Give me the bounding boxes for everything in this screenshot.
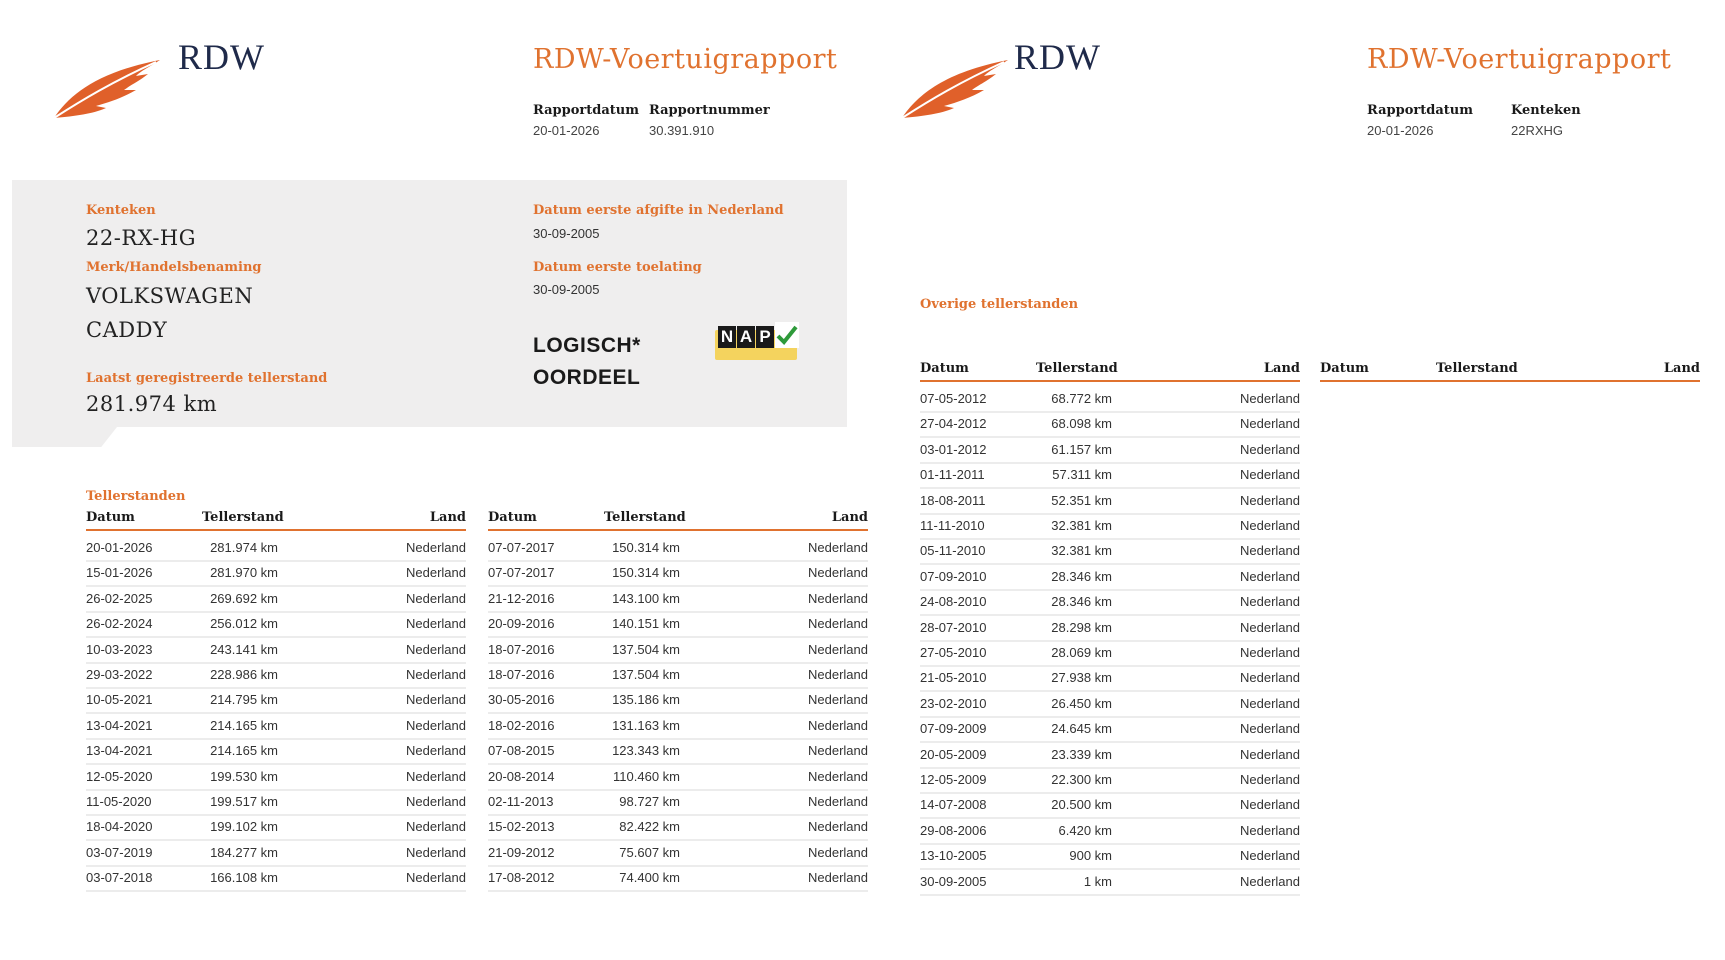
cell-tellerstand: 214.165 km [210, 743, 278, 759]
verdict-line-1: LOGISCH* [533, 334, 641, 357]
panel-tail-decoration [12, 427, 117, 447]
toelating-label: Datum eerste toelating [533, 260, 702, 275]
column-header-land: Land [1263, 361, 1300, 376]
cell-datum: 03-01-2012 [920, 441, 987, 457]
cell-tellerstand: 123.343 km [612, 743, 680, 759]
table-row [86, 814, 466, 841]
table-row [920, 792, 1300, 819]
table-row [920, 716, 1300, 743]
cell-tellerstand: 28.346 km [1051, 568, 1112, 584]
cell-land: Nederland [808, 540, 868, 555]
cell-land: Nederland [1240, 848, 1300, 864]
table-row [488, 637, 868, 664]
cell-tellerstand: 68.098 km [1051, 416, 1112, 432]
table-row [920, 767, 1300, 794]
cell-land: Nederland [1240, 695, 1300, 711]
cell-tellerstand: 150.314 km [612, 565, 680, 581]
cell-datum: 28-07-2010 [920, 619, 987, 635]
table-row [86, 560, 466, 587]
cell-datum: 20-05-2009 [920, 746, 987, 762]
table-row [86, 865, 466, 892]
cell-tellerstand: 61.157 km [1051, 441, 1112, 457]
table-row [488, 662, 868, 689]
cell-land: Nederland [1240, 543, 1300, 559]
cell-land: Nederland [1240, 721, 1300, 737]
cell-datum: 12-05-2009 [920, 772, 987, 787]
cell-land: Nederland [406, 717, 466, 733]
header-underline [920, 380, 1300, 382]
cell-tellerstand: 74.400 km [619, 870, 680, 886]
table-row [920, 818, 1300, 845]
cell-land: Nederland [406, 794, 466, 809]
cell-tellerstand: 137.504 km [612, 667, 680, 682]
cell-datum: 18-07-2016 [488, 667, 555, 682]
afgifte-label: Datum eerste afgifte in Nederland [533, 203, 784, 218]
table-row [86, 535, 466, 562]
cell-land: Nederland [406, 692, 466, 708]
cell-tellerstand: 281.970 km [210, 565, 278, 581]
cell-land: Nederland [808, 870, 868, 886]
meta-value-rapportnummer: 30.391.910 [649, 123, 715, 138]
table-row [86, 637, 466, 664]
checkmark-icon [775, 322, 799, 348]
table-row [488, 789, 868, 816]
cell-land: Nederland [1240, 416, 1300, 432]
nap-letter-a: A [737, 326, 755, 348]
cell-datum: 21-05-2010 [920, 670, 987, 686]
cell-land: Nederland [1240, 568, 1300, 584]
meta-label-rapportnummer: Rapportnummer [649, 103, 770, 118]
cell-datum: 07-05-2012 [920, 391, 987, 406]
cell-land: Nederland [1240, 873, 1300, 889]
cell-tellerstand: 57.311 km [1052, 467, 1112, 483]
table-row [920, 411, 1300, 438]
meta-value-kenteken: 22RXHG [1511, 123, 1564, 138]
table-row [488, 687, 868, 714]
cell-land: Nederland [808, 667, 868, 682]
cell-datum: 01-11-2011 [920, 467, 985, 483]
cell-tellerstand: 68.772 km [1051, 391, 1112, 406]
rdw-logo-text: RDW [1014, 37, 1101, 77]
table-row [86, 764, 466, 791]
cell-datum: 03-07-2018 [86, 870, 153, 886]
cell-land: Nederland [808, 641, 868, 657]
tellerstanden-title: Tellerstanden [86, 489, 186, 504]
cell-tellerstand: 28.069 km [1051, 645, 1112, 660]
cell-datum: 21-09-2012 [488, 844, 555, 860]
rdw-feather-logo-icon [900, 52, 1012, 122]
cell-tellerstand: 269.692 km [210, 590, 278, 606]
column-header-land: Land [831, 510, 868, 525]
column-header-tellerstand: Tellerstand [202, 510, 284, 525]
cell-datum: 30-09-2005 [920, 873, 987, 889]
table-row [488, 814, 868, 841]
cell-datum: 18-08-2011 [920, 492, 986, 508]
cell-datum: 13-10-2005 [920, 848, 987, 864]
cell-tellerstand: 214.165 km [210, 717, 278, 733]
cell-tellerstand: 82.422 km [619, 819, 680, 835]
cell-datum: 07-08-2015 [488, 743, 555, 759]
cell-tellerstand: 900 km [1069, 848, 1112, 864]
cell-datum: 07-09-2009 [920, 721, 987, 737]
report-title: RDW-Voertuigrapport [1367, 44, 1672, 75]
table-row [920, 488, 1300, 515]
cell-tellerstand: 281.974 km [210, 540, 278, 555]
cell-datum: 14-07-2008 [920, 797, 987, 813]
column-header-datum: Datum [488, 510, 537, 525]
report-title: RDW-Voertuigrapport [533, 44, 838, 75]
cell-tellerstand: 140.151 km [612, 616, 680, 632]
cell-datum: 26-02-2025 [86, 590, 153, 606]
cell-tellerstand: 98.727 km [619, 794, 680, 809]
cell-datum: 27-05-2010 [920, 645, 987, 660]
cell-land: Nederland [406, 819, 466, 835]
column-header-tellerstand: Tellerstand [604, 510, 686, 525]
meta-value-rapportdatum: 20-01-2026 [533, 123, 600, 138]
handelsbenaming-value: CADDY [86, 318, 168, 342]
rdw-logo-text: RDW [178, 37, 265, 77]
cell-land: Nederland [406, 844, 466, 860]
cell-tellerstand: 20.500 km [1051, 797, 1112, 813]
column-header-land: Land [429, 510, 466, 525]
table-row [920, 437, 1300, 464]
nap-letter-p: P [756, 326, 774, 348]
table-row [488, 560, 868, 587]
cell-tellerstand: 28.298 km [1051, 619, 1112, 635]
table-row [920, 742, 1300, 769]
cell-datum: 24-08-2010 [920, 594, 987, 610]
cell-land: Nederland [1240, 797, 1300, 813]
cell-datum: 30-05-2016 [488, 692, 555, 708]
table-row [488, 764, 868, 791]
kenteken-value: 22-RX-HG [86, 226, 197, 250]
cell-land: Nederland [1240, 619, 1300, 635]
column-header-datum: Datum [1320, 361, 1369, 376]
cell-datum: 29-08-2006 [920, 822, 987, 838]
cell-tellerstand: 32.381 km [1051, 518, 1112, 533]
column-header-land: Land [1663, 361, 1700, 376]
cell-tellerstand: 243.141 km [210, 641, 278, 657]
table-row [920, 665, 1300, 692]
cell-tellerstand: 184.277 km [210, 844, 278, 860]
table-row [920, 386, 1300, 413]
meta-label-rapportdatum: Rapportdatum [533, 103, 639, 118]
cell-land: Nederland [406, 641, 466, 657]
cell-land: Nederland [1240, 772, 1300, 787]
cell-land: Nederland [1240, 594, 1300, 610]
table-row [920, 462, 1300, 489]
cell-datum: 12-05-2020 [86, 768, 153, 784]
cell-datum: 23-02-2010 [920, 695, 987, 711]
cell-datum: 02-11-2013 [488, 794, 554, 809]
cell-land: Nederland [406, 565, 466, 581]
cell-datum: 21-12-2016 [488, 590, 555, 606]
cell-tellerstand: 228.986 km [210, 667, 278, 682]
cell-datum: 18-04-2020 [86, 819, 153, 835]
table-row [920, 513, 1300, 540]
table-row [488, 865, 868, 892]
merk-value: VOLKSWAGEN [86, 284, 254, 308]
toelating-value: 30-09-2005 [533, 282, 600, 297]
overige-tellerstanden-title: Overige tellerstanden [920, 297, 1079, 312]
table-row [920, 538, 1300, 565]
cell-datum: 29-03-2022 [86, 667, 153, 682]
cell-land: Nederland [808, 692, 868, 708]
cell-datum: 10-03-2023 [86, 641, 153, 657]
cell-datum: 10-05-2021 [86, 692, 153, 708]
cell-tellerstand: 214.795 km [210, 692, 278, 708]
meta-value-rapportdatum: 20-01-2026 [1367, 123, 1434, 138]
table-row [920, 564, 1300, 591]
cell-land: Nederland [808, 590, 868, 606]
cell-land: Nederland [808, 616, 868, 632]
cell-datum: 18-07-2016 [488, 641, 555, 657]
cell-land: Nederland [1240, 492, 1300, 508]
meta-label-kenteken: Kenteken [1511, 103, 1581, 118]
cell-datum: 07-09-2010 [920, 568, 987, 584]
cell-land: Nederland [406, 667, 466, 682]
cell-tellerstand: 199.102 km [210, 819, 278, 835]
cell-tellerstand: 6.420 km [1058, 822, 1112, 838]
cell-tellerstand: 75.607 km [619, 844, 680, 860]
table-row [488, 535, 868, 562]
merk-label: Merk/Handelsbenaming [86, 260, 262, 275]
cell-land: Nederland [406, 768, 466, 784]
cell-land: Nederland [1240, 822, 1300, 838]
cell-land: Nederland [808, 794, 868, 809]
cell-tellerstand: 166.108 km [210, 870, 278, 886]
verdict-line-2: OORDEEL [533, 366, 641, 389]
cell-datum: 11-05-2020 [86, 794, 152, 809]
header-underline [1320, 380, 1700, 382]
table-row [920, 691, 1300, 718]
cell-tellerstand: 52.351 km [1051, 492, 1112, 508]
cell-land: Nederland [406, 743, 466, 759]
cell-tellerstand: 131.163 km [612, 717, 680, 733]
cell-land: Nederland [808, 743, 868, 759]
report-page-2 [880, 0, 1725, 960]
cell-land: Nederland [406, 540, 466, 555]
table-row [86, 789, 466, 816]
column-header-datum: Datum [920, 361, 969, 376]
cell-tellerstand: 137.504 km [612, 641, 680, 657]
cell-datum: 07-07-2017 [488, 565, 555, 581]
column-header-datum: Datum [86, 510, 135, 525]
nap-badge [715, 326, 797, 360]
table-row [86, 687, 466, 714]
table-row [488, 738, 868, 765]
cell-tellerstand: 27.938 km [1051, 670, 1112, 686]
tellerstand-label: Laatst geregistreerde tellerstand [86, 371, 328, 386]
cell-datum: 05-11-2010 [920, 543, 986, 559]
cell-land: Nederland [406, 616, 466, 632]
table-row [920, 843, 1300, 870]
cell-land: Nederland [1240, 391, 1300, 406]
cell-land: Nederland [808, 717, 868, 733]
cell-land: Nederland [406, 870, 466, 886]
table-row [488, 713, 868, 740]
table-row [86, 713, 466, 740]
cell-tellerstand: 28.346 km [1051, 594, 1112, 610]
cell-tellerstand: 24.645 km [1051, 721, 1112, 737]
cell-tellerstand: 199.530 km [210, 768, 278, 784]
cell-land: Nederland [1240, 518, 1300, 533]
column-header-tellerstand: Tellerstand [1436, 361, 1518, 376]
afgifte-value: 30-09-2005 [533, 226, 600, 241]
cell-tellerstand: 1 km [1083, 873, 1112, 889]
cell-tellerstand: 110.460 km [613, 768, 680, 784]
cell-land: Nederland [1240, 746, 1300, 762]
table-row [488, 586, 868, 613]
table-row [86, 586, 466, 613]
cell-datum: 15-02-2013 [488, 819, 555, 835]
table-row [86, 611, 466, 638]
cell-datum: 20-08-2014 [488, 768, 555, 784]
header-underline [488, 529, 868, 531]
cell-land: Nederland [1240, 670, 1300, 686]
table-row [86, 840, 466, 867]
cell-tellerstand: 256.012 km [210, 616, 278, 632]
cell-datum: 20-09-2016 [488, 616, 555, 632]
table-row [86, 662, 466, 689]
cell-land: Nederland [406, 590, 466, 606]
cell-datum: 15-01-2026 [86, 565, 153, 581]
cell-tellerstand: 150.314 km [612, 540, 680, 555]
cell-datum: 18-02-2016 [488, 717, 555, 733]
column-header-tellerstand: Tellerstand [1036, 361, 1118, 376]
cell-tellerstand: 23.339 km [1051, 746, 1112, 762]
cell-datum: 11-11-2010 [920, 518, 985, 533]
cell-land: Nederland [808, 768, 868, 784]
cell-datum: 17-08-2012 [488, 870, 555, 886]
table-row [920, 615, 1300, 642]
rdw-feather-logo-icon [52, 52, 164, 122]
cell-tellerstand: 22.300 km [1051, 772, 1112, 787]
cell-tellerstand: 135.186 km [612, 692, 680, 708]
cell-land: Nederland [1240, 441, 1300, 457]
table-row [920, 640, 1300, 667]
table-row [488, 611, 868, 638]
cell-land: Nederland [1240, 645, 1300, 660]
cell-datum: 26-02-2024 [86, 616, 153, 632]
table-row [920, 589, 1300, 616]
table-row [920, 869, 1300, 896]
table-row [488, 840, 868, 867]
cell-land: Nederland [808, 844, 868, 860]
cell-land: Nederland [808, 565, 868, 581]
cell-datum: 27-04-2012 [920, 416, 987, 432]
header-underline [86, 529, 466, 531]
nap-letter-n: N [718, 326, 736, 348]
cell-tellerstand: 26.450 km [1051, 695, 1112, 711]
cell-datum: 03-07-2019 [86, 844, 153, 860]
cell-datum: 20-01-2026 [86, 540, 153, 555]
cell-tellerstand: 199.517 km [210, 794, 278, 809]
cell-datum: 13-04-2021 [86, 717, 153, 733]
table-row [86, 738, 466, 765]
tellerstand-value: 281.974 km [86, 392, 218, 416]
cell-tellerstand: 143.100 km [612, 590, 680, 606]
cell-datum: 13-04-2021 [86, 743, 153, 759]
cell-land: Nederland [808, 819, 868, 835]
cell-datum: 07-07-2017 [488, 540, 555, 555]
meta-label-rapportdatum: Rapportdatum [1367, 103, 1473, 118]
cell-land: Nederland [1240, 467, 1300, 483]
cell-tellerstand: 32.381 km [1051, 543, 1112, 559]
kenteken-label: Kenteken [86, 203, 156, 218]
